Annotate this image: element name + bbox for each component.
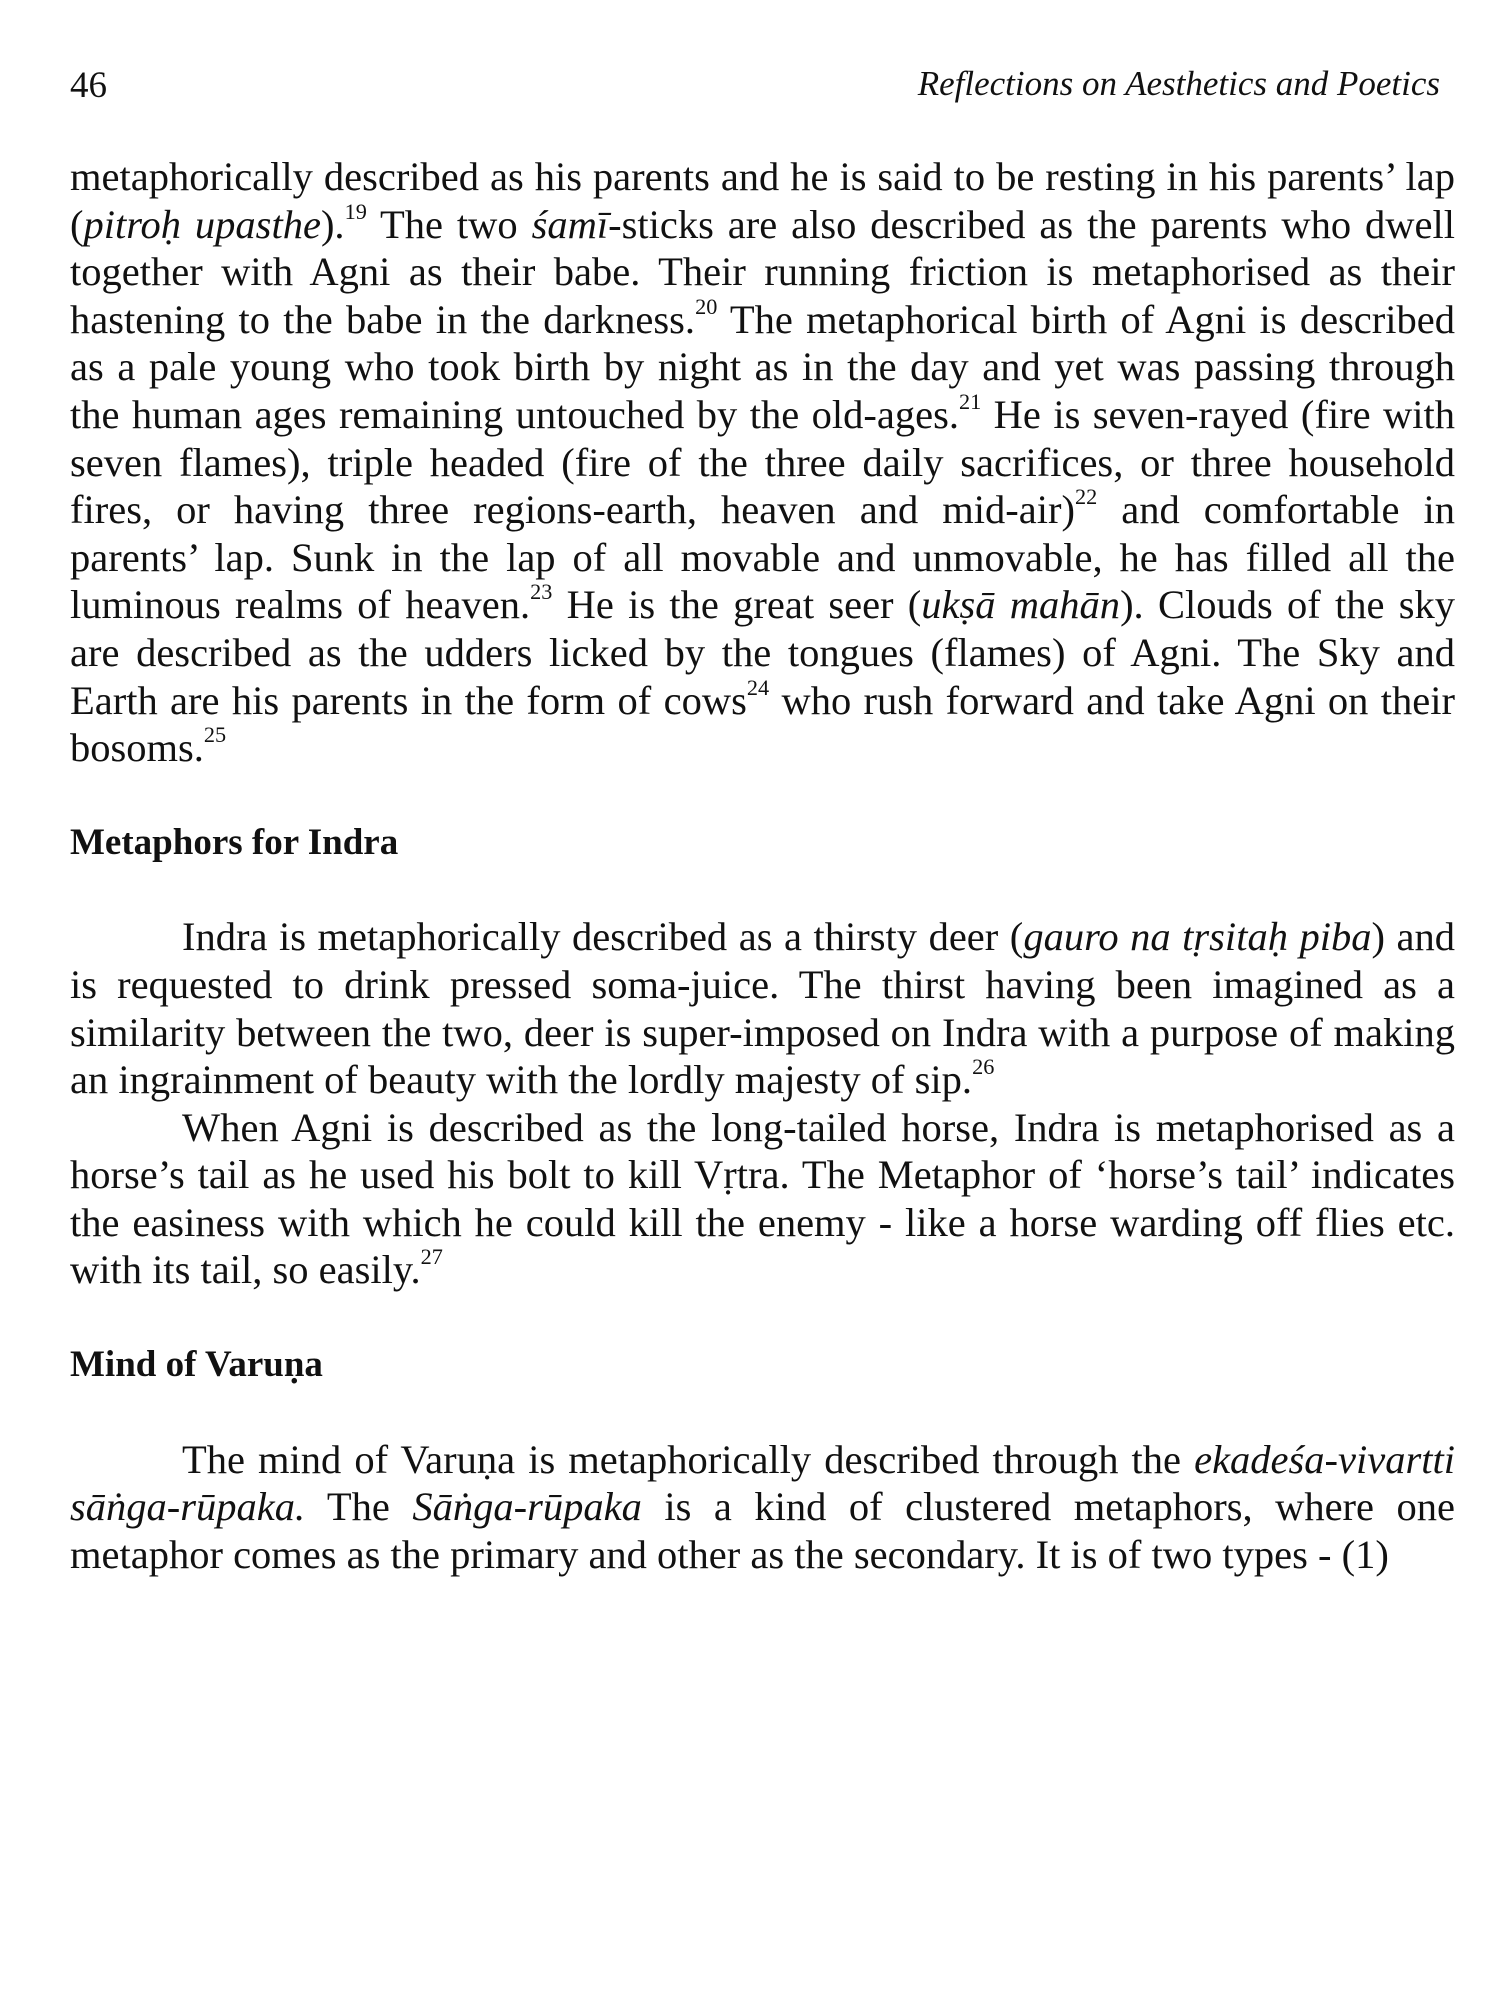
paragraph-indra-deer — [70, 913, 1455, 1103]
page-header — [70, 64, 1440, 104]
text-run: The — [305, 1484, 413, 1530]
section-heading-varuna: Mind of Varuṇa — [70, 1344, 323, 1386]
footnote-ref: 19 — [344, 198, 367, 224]
section-heading-indra: Metaphors for Indra — [70, 821, 399, 863]
paragraph-indra-horse-tail — [70, 1104, 1455, 1294]
footnote-ref: 26 — [972, 1054, 995, 1080]
text-run: He is seven-rayed (fire with seven flames), triple headed (fire of the three daily sacrifices, or three household fires, or having three regions-earth, heaven and mid-air) — [70, 391, 1455, 533]
text-run: who rush forward and take Agni on their bosoms. — [70, 677, 1455, 771]
footnote-ref: 27 — [420, 1244, 443, 1270]
text-run: He is the great seer ( — [552, 582, 922, 628]
text-run: The metaphorical birth of Agni is described as a pale young who took birth by night as in the day and yet was passing through the human ages remaining untouched by the old-ages. — [70, 296, 1455, 437]
paragraph-agni-metaphors — [70, 153, 1455, 772]
text-run: ). Clouds of the sky are described as the udders licked by the tongues (flames) of Agni. The Sky and Earth are his parents in the form of cows — [70, 582, 1455, 723]
spacer — [70, 1389, 1455, 1436]
text-run: is a kind of clustered metaphors, where one metaphor comes as the primary and other as the secondary. It is of two types - (1) — [70, 1484, 1455, 1577]
footnote-ref: 22 — [1074, 484, 1098, 510]
text-run: -sticks are also described as the parents who dwell together with Agni as their babe. Their running friction is metaphorised as their hastening to the babe in the darkness. — [70, 201, 1455, 342]
spacer — [70, 866, 1455, 913]
text-run: ) and is requested to drink pressed soma-juice. The thirst having been imagined as a similarity between the two, deer is super-imposed on Indra with a purpose of making an ingrainment of beauty with the lordly majesty of sip. — [70, 914, 1456, 1103]
text-run: ). — [320, 201, 345, 247]
sanskrit-term: ukṣā mahān — [921, 582, 1121, 628]
text-run: The two — [366, 201, 532, 247]
sanskrit-term: pitroḥ upasthe — [83, 201, 321, 247]
text-run: Indra is metaphorically described as a thirsty deer ( — [182, 914, 1024, 960]
body-text — [70, 153, 1455, 1578]
sanskrit-term: ekadeśa-vivartti sāṅga-rūpaka. — [70, 1436, 1455, 1530]
spacer — [70, 772, 1455, 819]
page-number: 46 — [70, 65, 107, 106]
footnote-ref: 20 — [695, 293, 718, 319]
footnote-ref: 21 — [958, 389, 982, 415]
sanskrit-term: gauro na tṛsitaḥ piba — [1023, 914, 1372, 960]
text-run: The mind of Varuṇa is metaphorically described through the — [182, 1436, 1195, 1482]
text-run: metaphorically described as his parents and he is said to be resting in his parents’ lap ( — [70, 154, 1455, 247]
paragraph-varuna-mind — [70, 1436, 1455, 1579]
text-run: When Agni is described as the long-tailed horse, Indra is metaphorised as a horse’s tail as he used his bolt to kill Vṛtra. The Metaphor of ‘horse’s tail’ indicates the easiness with which he could kill the enemy - like a horse warding off flies etc. with its tail, so easily. — [70, 1104, 1455, 1293]
sanskrit-term: śamī — [531, 201, 609, 247]
footnote-ref: 24 — [746, 674, 770, 700]
footnote-ref: 23 — [530, 579, 553, 605]
sanskrit-term: Sāṅga-rūpaka — [412, 1484, 642, 1530]
footnote-ref: 25 — [203, 722, 227, 748]
text-run: and comfortable in parents’ lap. Sunk in the lap of all movable and unmovable, he has filled all the luminous realms of heaven. — [70, 487, 1455, 628]
running-title: Reflections on Aesthetics and Poetics — [917, 64, 1440, 103]
spacer — [70, 1294, 1455, 1341]
